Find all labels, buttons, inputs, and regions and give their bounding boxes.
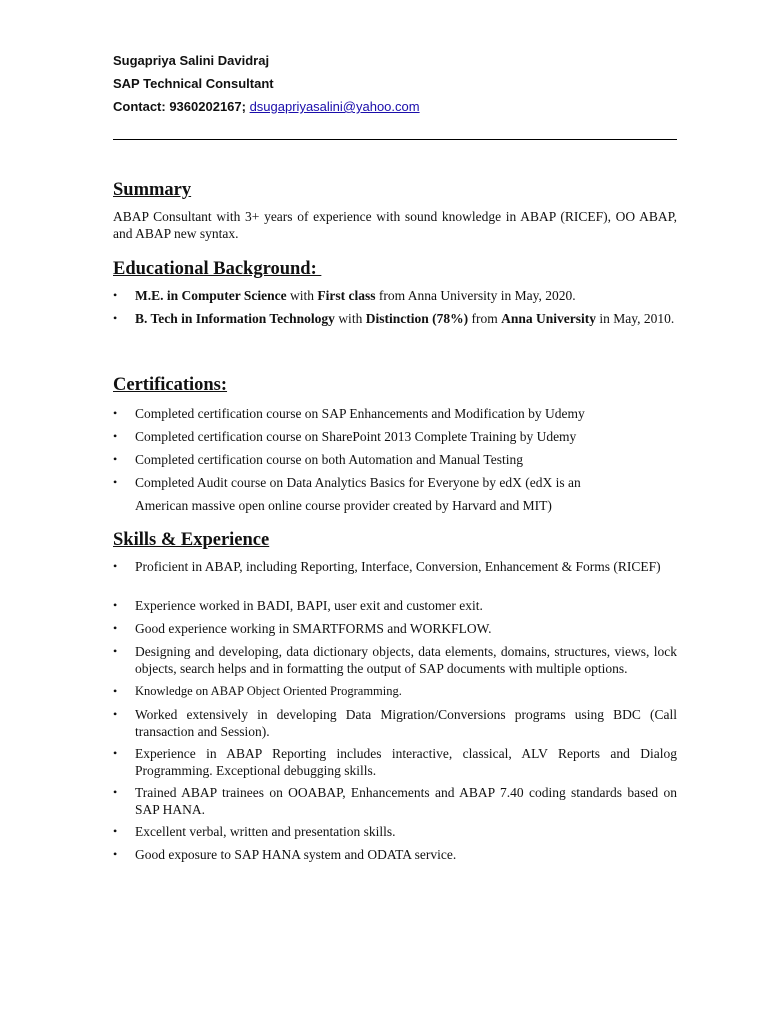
- skill-item: [113, 597, 677, 614]
- bullet-icon: •: [113, 288, 118, 302]
- bullet-icon: •: [113, 684, 118, 698]
- bullet-icon: •: [113, 598, 118, 612]
- skill-text: Worked extensively in developing Data Migration/Conversions programs using BDC (Call transaction and Session).: [135, 707, 677, 739]
- job-title: SAP Technical Consultant: [113, 76, 274, 91]
- certification-item: [113, 474, 677, 491]
- skill-text: Trained ABAP trainees on OOABAP, Enhancements and ABAP 7.40 coding standards based on SAP HANA.: [135, 785, 677, 817]
- text: with: [286, 288, 318, 303]
- skill-item: [113, 683, 677, 700]
- bullet-icon: •: [113, 311, 118, 325]
- bullet-icon: •: [113, 475, 118, 489]
- summary-heading: Summary: [113, 180, 192, 200]
- grade: Distinction (78%): [365, 311, 469, 326]
- bullet-icon: •: [113, 644, 118, 658]
- certification-item: [113, 428, 677, 445]
- skill-text: Designing and developing, data dictionary objects, data elements, domains, structures, views, lock objects, search helps and in formatting the output of SAP documents with multiple options.: [135, 644, 677, 676]
- certification-text: Completed certification course on both Automation and Manual Testing: [135, 452, 523, 467]
- skill-item: [113, 620, 677, 637]
- skill-text: Good experience working in SMARTFORMS and WORKFLOW.: [135, 621, 492, 636]
- email-link[interactable]: dsugapriyasalini@yahoo.com: [249, 99, 420, 114]
- skill-text: Good exposure to SAP HANA system and ODATA service.: [135, 847, 457, 862]
- skill-item: [113, 823, 677, 840]
- bullet-icon: •: [113, 559, 118, 573]
- skill-item: [113, 745, 677, 779]
- certification-continuation: [113, 497, 677, 514]
- summary-text: ABAP Consultant with 3+ years of experience with sound knowledge in ABAP (RICEF), OO ABAP, and ABAP new syntax.: [113, 209, 677, 241]
- header-divider: [113, 139, 677, 140]
- skill-text: Excellent verbal, written and presentation skills.: [135, 824, 396, 839]
- skill-text: Experience in ABAP Reporting includes interactive, classical, ALV Reports and Dialog Programming. Exceptional debugging skills.: [135, 746, 677, 778]
- bullet-icon: •: [113, 785, 118, 799]
- text: from: [468, 311, 502, 326]
- skill-text: Knowledge on ABAP Object Oriented Programming.: [135, 684, 402, 698]
- skills-heading: Skills & Experience: [113, 530, 270, 550]
- university: Anna University: [501, 311, 596, 326]
- degree: B. Tech in Information Technology: [135, 311, 335, 326]
- contact-phone: Contact: 9360202167;: [113, 99, 250, 114]
- skill-item: [113, 558, 677, 575]
- skill-item: [113, 784, 677, 818]
- education-item: [113, 287, 677, 304]
- certifications-heading: Certifications:: [113, 375, 228, 395]
- text: from Anna University in May, 2020.: [375, 288, 576, 303]
- bullet-icon: •: [113, 746, 118, 760]
- text: in May, 2010.: [595, 311, 675, 326]
- candidate-name: Sugapriya Salini Davidraj: [113, 53, 270, 68]
- skill-item: [113, 846, 677, 863]
- bullet-icon: •: [113, 452, 118, 466]
- skill-item: [113, 706, 677, 740]
- bullet-icon: •: [113, 621, 118, 635]
- grade: First class: [317, 288, 376, 303]
- certification-item: [113, 405, 677, 422]
- skill-text: Proficient in ABAP, including Reporting, Interface, Conversion, Enhancement & Forms (RICEF): [135, 559, 661, 574]
- contact-line: [113, 99, 420, 114]
- certification-text: Completed certification course on SharePoint 2013 Complete Training by Udemy: [135, 429, 577, 444]
- bullet-icon: •: [113, 406, 118, 420]
- education-item: [113, 310, 677, 327]
- bullet-icon: •: [113, 707, 118, 721]
- skill-text: Experience worked in BADI, BAPI, user exit and customer exit.: [135, 598, 483, 613]
- skill-item: [113, 643, 677, 677]
- certification-text: Completed certification course on SAP Enhancements and Modification by Udemy: [135, 406, 585, 421]
- bullet-icon: •: [113, 429, 118, 443]
- bullet-icon: •: [113, 847, 118, 861]
- certification-text: Completed Audit course on Data Analytics Basics for Everyone by edX (edX is an: [135, 475, 581, 490]
- text: with: [334, 311, 366, 326]
- certification-text: American massive open online course provider created by Harvard and MIT): [135, 498, 552, 513]
- certification-item: [113, 451, 677, 468]
- degree: M.E. in Computer Science: [135, 288, 287, 303]
- education-heading: Educational Background:: [113, 259, 322, 279]
- bullet-icon: •: [113, 824, 118, 838]
